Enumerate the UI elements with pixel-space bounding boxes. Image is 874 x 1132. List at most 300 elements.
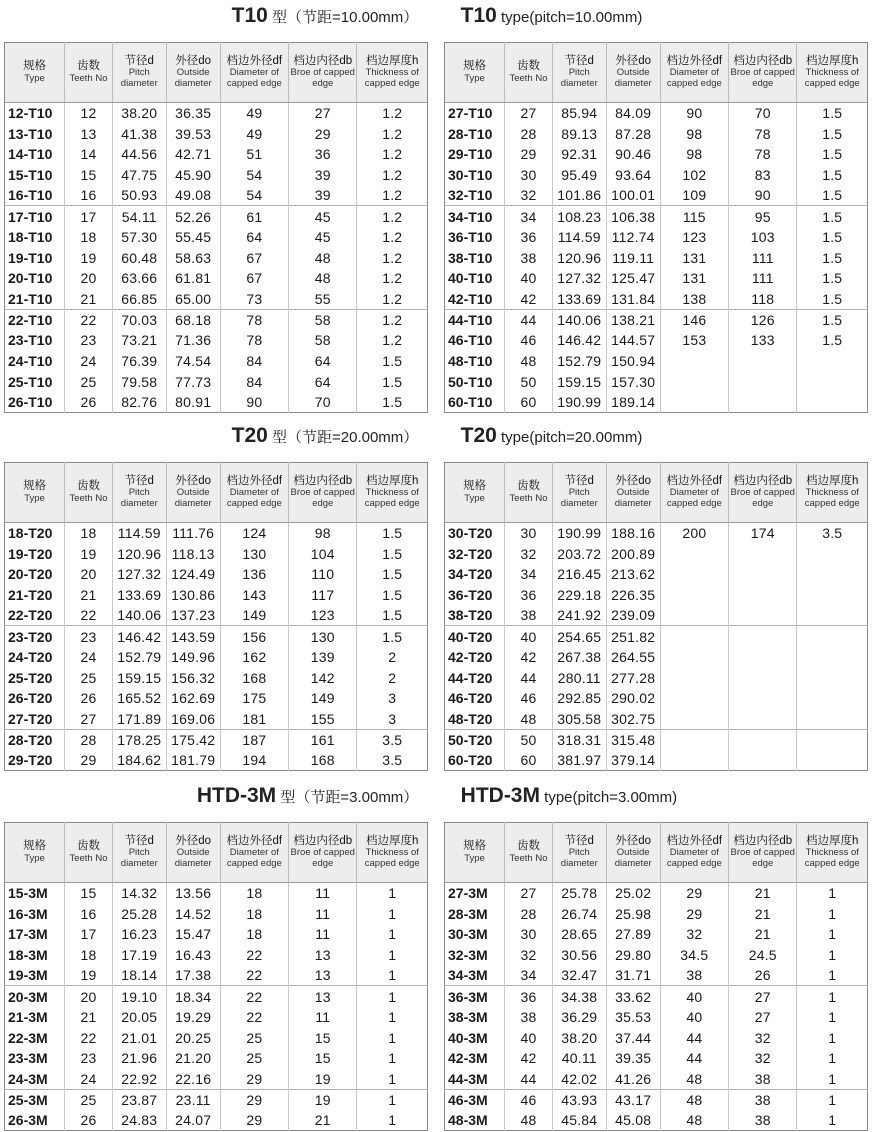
teeth-cell: 42 xyxy=(505,289,553,310)
thickness-cell: 1.2 xyxy=(382,105,403,122)
table-row xyxy=(445,247,868,268)
thickness-cell: 3 xyxy=(388,710,397,727)
df-cell: 90 xyxy=(220,392,288,413)
teeth-cell: 19 xyxy=(65,247,113,268)
pitch-diameter-cell: 95.49 xyxy=(552,165,606,186)
thickness-cell: 1 xyxy=(828,885,837,902)
teeth-cell: 23 xyxy=(65,1048,113,1069)
outside-diameter-cell: 20.25 xyxy=(166,1027,220,1048)
header-cn-label: 档边内径db xyxy=(293,54,353,67)
df-cell: 200 xyxy=(660,523,728,544)
df-cell: 40 xyxy=(660,1007,728,1028)
thickness-cell: 1.2 xyxy=(382,270,403,287)
header-en-label: Broe of capped edge xyxy=(290,67,355,90)
db-cell: 123 xyxy=(289,605,357,626)
thickness-cell xyxy=(797,392,868,413)
table-row xyxy=(5,309,428,330)
df-cell: 22 xyxy=(220,965,288,986)
table-row xyxy=(445,564,868,585)
thickness-cell xyxy=(797,351,868,372)
table-row xyxy=(445,185,868,206)
outside-diameter-cell: 181.79 xyxy=(166,750,220,771)
thickness-cell: 1 xyxy=(828,1112,837,1129)
db-cell xyxy=(729,585,797,606)
outside-diameter-cell: 137.23 xyxy=(166,605,220,626)
teeth-cell: 32 xyxy=(505,543,553,564)
thickness-cell: 1 xyxy=(828,926,837,943)
teeth-cell: 34 xyxy=(505,965,553,986)
type-cell: 42-3M xyxy=(445,1048,505,1069)
db-cell: 19 xyxy=(289,1069,357,1090)
df-cell: 22 xyxy=(220,1007,288,1028)
type-cell: 27-3M xyxy=(445,883,505,904)
table-row xyxy=(445,268,868,289)
table-row xyxy=(5,750,428,771)
db-cell xyxy=(729,605,797,626)
outside-diameter-cell: 131.84 xyxy=(606,289,660,310)
type-cell: 18-3M xyxy=(5,945,65,966)
type-cell: 23-T20 xyxy=(5,626,65,647)
type-cell: 24-T20 xyxy=(5,647,65,668)
teeth-cell: 24 xyxy=(65,1069,113,1090)
outside-diameter-cell: 169.06 xyxy=(166,709,220,730)
db-cell: 98 xyxy=(289,523,357,544)
thickness-cell: 3.5 xyxy=(822,525,843,542)
thickness-cell xyxy=(797,688,868,709)
thickness-cell: 1 xyxy=(388,905,397,922)
outside-diameter-cell: 29.80 xyxy=(606,945,660,966)
t20-spec-table-left xyxy=(4,462,428,771)
table-row xyxy=(445,1048,868,1069)
header-en-label: Pitch diameter xyxy=(560,487,598,510)
df-cell: 73 xyxy=(220,289,288,310)
pitch-diameter-cell: 42.02 xyxy=(552,1069,606,1090)
teeth-cell: 22 xyxy=(65,309,113,330)
pitch-diameter-cell: 66.85 xyxy=(112,289,166,310)
type-cell: 50-T20 xyxy=(445,729,505,750)
type-cell: 22-T10 xyxy=(5,309,65,330)
teeth-cell: 28 xyxy=(505,903,553,924)
thickness-cell: 1 xyxy=(388,1008,397,1025)
pitch-diameter-cell: 101.86 xyxy=(552,185,606,206)
outside-diameter-cell: 144.57 xyxy=(606,330,660,351)
pitch-diameter-cell: 190.99 xyxy=(552,523,606,544)
df-cell xyxy=(660,647,728,668)
column-header-pitch xyxy=(112,463,166,523)
pitch-diameter-cell: 140.06 xyxy=(552,309,606,330)
df-cell: 90 xyxy=(660,103,728,124)
pitch-diameter-cell: 73.21 xyxy=(112,330,166,351)
thickness-cell xyxy=(797,750,868,771)
header-cn-label: 外径do xyxy=(175,474,212,487)
pitch-diameter-cell: 165.52 xyxy=(112,688,166,709)
table-row xyxy=(5,103,428,124)
table-row xyxy=(5,605,428,626)
df-cell: 149 xyxy=(220,605,288,626)
type-cell: 26-T10 xyxy=(5,392,65,413)
db-cell: 29 xyxy=(289,123,357,144)
section-title-t10 xyxy=(0,4,874,34)
df-cell xyxy=(660,543,728,564)
outside-diameter-cell: 175.42 xyxy=(166,729,220,750)
thickness-cell: 1.5 xyxy=(382,525,403,542)
db-cell: 111 xyxy=(729,247,797,268)
type-cell: 25-T10 xyxy=(5,371,65,392)
db-cell xyxy=(729,371,797,392)
type-cell: 20-3M xyxy=(5,986,65,1007)
teeth-cell: 25 xyxy=(65,371,113,392)
teeth-cell: 29 xyxy=(505,144,553,165)
df-cell: 131 xyxy=(660,247,728,268)
type-cell: 36-3M xyxy=(445,986,505,1007)
teeth-cell: 21 xyxy=(65,1007,113,1028)
teeth-cell: 21 xyxy=(65,289,113,310)
header-cn-label: 齿数 xyxy=(76,840,100,853)
teeth-cell: 60 xyxy=(505,392,553,413)
outside-diameter-cell: 33.62 xyxy=(606,986,660,1007)
type-cell: 18-T20 xyxy=(5,523,65,544)
df-cell: 78 xyxy=(220,330,288,351)
pitch-diameter-cell: 82.76 xyxy=(112,392,166,413)
type-cell: 25-3M xyxy=(5,1089,65,1110)
type-cell: 50-T10 xyxy=(445,371,505,392)
thickness-cell: 1.2 xyxy=(382,290,403,307)
header-en-label: Teeth No xyxy=(69,492,108,504)
db-cell: 58 xyxy=(289,330,357,351)
teeth-cell: 48 xyxy=(505,1110,553,1131)
teeth-cell: 22 xyxy=(65,1027,113,1048)
outside-diameter-cell: 162.69 xyxy=(166,688,220,709)
type-cell: 19-T10 xyxy=(5,247,65,268)
df-cell xyxy=(660,688,728,709)
teeth-cell: 19 xyxy=(65,965,113,986)
title-cn-pitch: （节距=20.00mm） xyxy=(287,429,419,446)
thickness-cell: 1.2 xyxy=(357,309,428,330)
header-cn-label: 规格 xyxy=(23,840,47,853)
df-cell xyxy=(660,729,728,750)
outside-diameter-cell: 119.11 xyxy=(606,247,660,268)
outside-diameter-cell: 143.59 xyxy=(166,626,220,647)
outside-diameter-cell: 35.53 xyxy=(606,1007,660,1028)
db-cell: 13 xyxy=(289,945,357,966)
outside-diameter-cell: 45.90 xyxy=(166,165,220,186)
outside-diameter-cell: 302.75 xyxy=(606,709,660,730)
db-cell: 78 xyxy=(729,144,797,165)
teeth-cell: 26 xyxy=(65,392,113,413)
header-cn-label: 档边外径df xyxy=(226,54,283,67)
table-row xyxy=(5,206,428,227)
header-en-label: Thickness of capped edge xyxy=(364,487,420,510)
db-cell: 64 xyxy=(289,351,357,372)
thickness-cell: 3 xyxy=(388,690,397,707)
pitch-diameter-cell: 41.38 xyxy=(112,123,166,144)
table-row xyxy=(445,750,868,771)
type-cell: 24-T10 xyxy=(5,351,65,372)
table-row xyxy=(445,351,868,372)
header-en-label: Teeth No xyxy=(509,852,548,864)
type-cell: 60-T10 xyxy=(445,392,505,413)
thickness-cell: 1 xyxy=(388,926,397,943)
pitch-diameter-cell: 34.38 xyxy=(552,986,606,1007)
header-en-label: Broe of capped edge xyxy=(290,847,355,870)
type-cell: 29-T20 xyxy=(5,750,65,771)
thickness-cell: 1 xyxy=(388,1070,397,1087)
db-cell xyxy=(729,351,797,372)
teeth-cell: 15 xyxy=(65,165,113,186)
pitch-diameter-cell: 43.93 xyxy=(552,1089,606,1110)
db-cell: 142 xyxy=(289,667,357,688)
teeth-cell: 30 xyxy=(505,924,553,945)
header-en-label: Outside diameter xyxy=(614,487,652,510)
outside-diameter-cell: 100.01 xyxy=(606,185,660,206)
type-cell: 20-T20 xyxy=(5,564,65,585)
section-title-htd3m xyxy=(0,784,874,814)
db-cell: 21 xyxy=(729,883,797,904)
header-cn-label: 外径do xyxy=(175,834,212,847)
db-cell: 15 xyxy=(289,1027,357,1048)
thickness-cell: 1.5 xyxy=(382,607,403,624)
header-cn-label: 档边内径db xyxy=(733,54,793,67)
outside-diameter-cell: 125.47 xyxy=(606,268,660,289)
table-row xyxy=(445,986,868,1007)
pitch-diameter-cell: 216.45 xyxy=(552,564,606,585)
type-cell: 38-T20 xyxy=(445,605,505,626)
table-row xyxy=(445,965,868,986)
teeth-cell: 28 xyxy=(505,123,553,144)
outside-diameter-cell: 41.26 xyxy=(606,1069,660,1090)
header-cn-label: 档边外径df xyxy=(666,834,723,847)
db-cell: 36 xyxy=(289,144,357,165)
thickness-cell: 1.5 xyxy=(382,545,403,562)
header-en-label: Type xyxy=(464,492,485,504)
thickness-cell: 1 xyxy=(357,986,428,1007)
outside-diameter-cell: 124.49 xyxy=(166,564,220,585)
header-en-label: Type xyxy=(24,72,45,84)
header-en-label: Outside diameter xyxy=(174,67,212,90)
outside-diameter-cell: 25.02 xyxy=(606,883,660,904)
type-cell: 19-3M xyxy=(5,965,65,986)
df-cell: 78 xyxy=(220,309,288,330)
df-cell: 98 xyxy=(660,144,728,165)
teeth-cell: 44 xyxy=(505,309,553,330)
pitch-diameter-cell: 120.96 xyxy=(112,543,166,564)
column-header-h xyxy=(797,823,868,883)
header-cn-label: 节径d xyxy=(124,54,154,67)
pitch-diameter-cell: 140.06 xyxy=(112,605,166,626)
db-cell: 26 xyxy=(729,965,797,986)
header-row xyxy=(5,823,428,883)
type-cell: 48-T20 xyxy=(445,709,505,730)
pitch-diameter-cell: 79.58 xyxy=(112,371,166,392)
teeth-cell: 27 xyxy=(65,709,113,730)
df-cell: 168 xyxy=(220,667,288,688)
type-cell: 38-3M xyxy=(445,1007,505,1028)
thickness-cell xyxy=(797,626,868,647)
pitch-diameter-cell: 190.99 xyxy=(552,392,606,413)
t10-spec-table-left xyxy=(4,42,428,413)
teeth-cell: 22 xyxy=(65,605,113,626)
teeth-cell: 28 xyxy=(65,729,113,750)
teeth-cell: 25 xyxy=(65,667,113,688)
teeth-cell: 34 xyxy=(505,564,553,585)
header-en-label: Diameter of capped edge xyxy=(666,487,722,510)
thickness-cell xyxy=(797,667,868,688)
teeth-cell: 30 xyxy=(505,165,553,186)
header-en-label: Pitch diameter xyxy=(120,847,158,870)
outside-diameter-cell: 290.02 xyxy=(606,688,660,709)
outside-diameter-cell: 21.20 xyxy=(166,1048,220,1069)
column-header-df xyxy=(220,823,288,883)
column-header-type xyxy=(445,43,505,103)
thickness-cell: 1 xyxy=(828,967,837,984)
pitch-diameter-cell: 63.66 xyxy=(112,268,166,289)
thickness-cell: 1.2 xyxy=(357,206,428,227)
pitch-diameter-cell: 40.11 xyxy=(552,1048,606,1069)
pitch-diameter-cell: 318.31 xyxy=(552,729,606,750)
df-cell: 187 xyxy=(220,729,288,750)
teeth-cell: 46 xyxy=(505,330,553,351)
title-en-code: HTD-3M xyxy=(460,784,540,807)
type-cell: 42-T20 xyxy=(445,647,505,668)
outside-diameter-cell: 42.71 xyxy=(166,144,220,165)
type-cell: 40-T20 xyxy=(445,626,505,647)
teeth-cell: 42 xyxy=(505,1048,553,1069)
table-row xyxy=(5,924,428,945)
teeth-cell: 18 xyxy=(65,523,113,544)
db-cell: 70 xyxy=(289,392,357,413)
type-cell: 34-3M xyxy=(445,965,505,986)
thickness-cell: 1 xyxy=(388,1029,397,1046)
teeth-cell: 40 xyxy=(505,626,553,647)
column-header-h xyxy=(357,823,428,883)
pitch-diameter-cell: 120.96 xyxy=(552,247,606,268)
outside-diameter-cell: 55.45 xyxy=(166,227,220,248)
pitch-diameter-cell: 85.94 xyxy=(552,103,606,124)
title-cn-code: HTD-3M xyxy=(196,784,277,807)
df-cell: 48 xyxy=(660,1089,728,1110)
thickness-cell: 1.5 xyxy=(797,309,868,330)
db-cell: 55 xyxy=(289,289,357,310)
header-cn-label: 档边厚度h xyxy=(806,54,859,67)
outside-diameter-cell: 90.46 xyxy=(606,144,660,165)
db-cell: 11 xyxy=(289,924,357,945)
outside-diameter-cell: 189.14 xyxy=(606,392,660,413)
header-en-label: Pitch diameter xyxy=(120,487,158,510)
outside-diameter-cell: 87.28 xyxy=(606,123,660,144)
table-row xyxy=(445,227,868,248)
table-row xyxy=(5,165,428,186)
outside-diameter-cell: 52.26 xyxy=(166,206,220,227)
db-cell xyxy=(729,647,797,668)
db-cell: 155 xyxy=(289,709,357,730)
df-cell: 146 xyxy=(660,309,728,330)
type-cell: 44-3M xyxy=(445,1069,505,1090)
db-cell: 90 xyxy=(729,185,797,206)
pitch-diameter-cell: 38.20 xyxy=(112,103,166,124)
db-cell: 27 xyxy=(729,986,797,1007)
table-row xyxy=(5,945,428,966)
db-cell: 117 xyxy=(289,585,357,606)
type-cell: 28-3M xyxy=(445,903,505,924)
pitch-diameter-cell: 292.85 xyxy=(552,688,606,709)
outside-diameter-cell: 23.11 xyxy=(166,1089,220,1110)
header-en-label: Outside diameter xyxy=(174,847,212,870)
df-cell: 29 xyxy=(660,903,728,924)
db-cell: 130 xyxy=(289,626,357,647)
outside-diameter-cell: 130.86 xyxy=(166,585,220,606)
header-cn-label: 档边内径db xyxy=(293,834,353,847)
outside-diameter-cell: 157.30 xyxy=(606,371,660,392)
db-cell: 161 xyxy=(289,729,357,750)
thickness-cell: 1 xyxy=(388,946,397,963)
outside-diameter-cell: 22.16 xyxy=(166,1069,220,1090)
db-cell: 11 xyxy=(289,883,357,904)
table-row xyxy=(5,351,428,372)
teeth-cell: 17 xyxy=(65,924,113,945)
db-cell: 13 xyxy=(289,965,357,986)
db-cell xyxy=(729,667,797,688)
column-header-db xyxy=(289,463,357,523)
db-cell xyxy=(729,729,797,750)
type-cell: 46-T20 xyxy=(445,688,505,709)
db-cell xyxy=(729,626,797,647)
type-cell: 44-T20 xyxy=(445,667,505,688)
header-en-label: Thickness of capped edge xyxy=(364,67,420,90)
thickness-cell xyxy=(797,585,868,606)
db-cell: 39 xyxy=(289,185,357,206)
table-row xyxy=(5,1069,428,1090)
pitch-diameter-cell: 25.78 xyxy=(552,883,606,904)
table-row xyxy=(445,1089,868,1110)
thickness-cell: 1.5 xyxy=(382,394,403,411)
thickness-cell: 1 xyxy=(797,986,868,1007)
db-cell: 38 xyxy=(729,1110,797,1131)
thickness-cell xyxy=(797,709,868,730)
outside-diameter-cell: 27.89 xyxy=(606,924,660,945)
type-cell: 30-3M xyxy=(445,924,505,945)
teeth-cell: 24 xyxy=(65,351,113,372)
table-row xyxy=(5,965,428,986)
db-cell: 19 xyxy=(289,1089,357,1110)
header-en-label: Thickness of capped edge xyxy=(804,847,860,870)
column-header-outside xyxy=(606,463,660,523)
teeth-cell: 50 xyxy=(505,729,553,750)
pitch-diameter-cell: 89.13 xyxy=(552,123,606,144)
outside-diameter-cell: 277.28 xyxy=(606,667,660,688)
df-cell: 18 xyxy=(220,903,288,924)
teeth-cell: 34 xyxy=(505,206,553,227)
thickness-cell: 1.2 xyxy=(382,146,403,163)
type-cell: 15-T10 xyxy=(5,165,65,186)
teeth-cell: 46 xyxy=(505,1089,553,1110)
thickness-cell: 1.2 xyxy=(382,166,403,183)
outside-diameter-cell: 84.09 xyxy=(606,103,660,124)
pitch-diameter-cell: 203.72 xyxy=(552,543,606,564)
type-cell: 44-T10 xyxy=(445,309,505,330)
teeth-cell: 20 xyxy=(65,268,113,289)
table-row xyxy=(445,123,868,144)
column-header-df xyxy=(660,463,728,523)
teeth-cell: 21 xyxy=(65,585,113,606)
teeth-cell: 15 xyxy=(65,883,113,904)
pitch-diameter-cell: 44.56 xyxy=(112,144,166,165)
table-row xyxy=(445,392,868,413)
column-header-type xyxy=(445,823,505,883)
table-row xyxy=(445,585,868,606)
thickness-cell: 1.5 xyxy=(822,228,843,245)
teeth-cell: 23 xyxy=(65,330,113,351)
type-cell: 18-T10 xyxy=(5,227,65,248)
